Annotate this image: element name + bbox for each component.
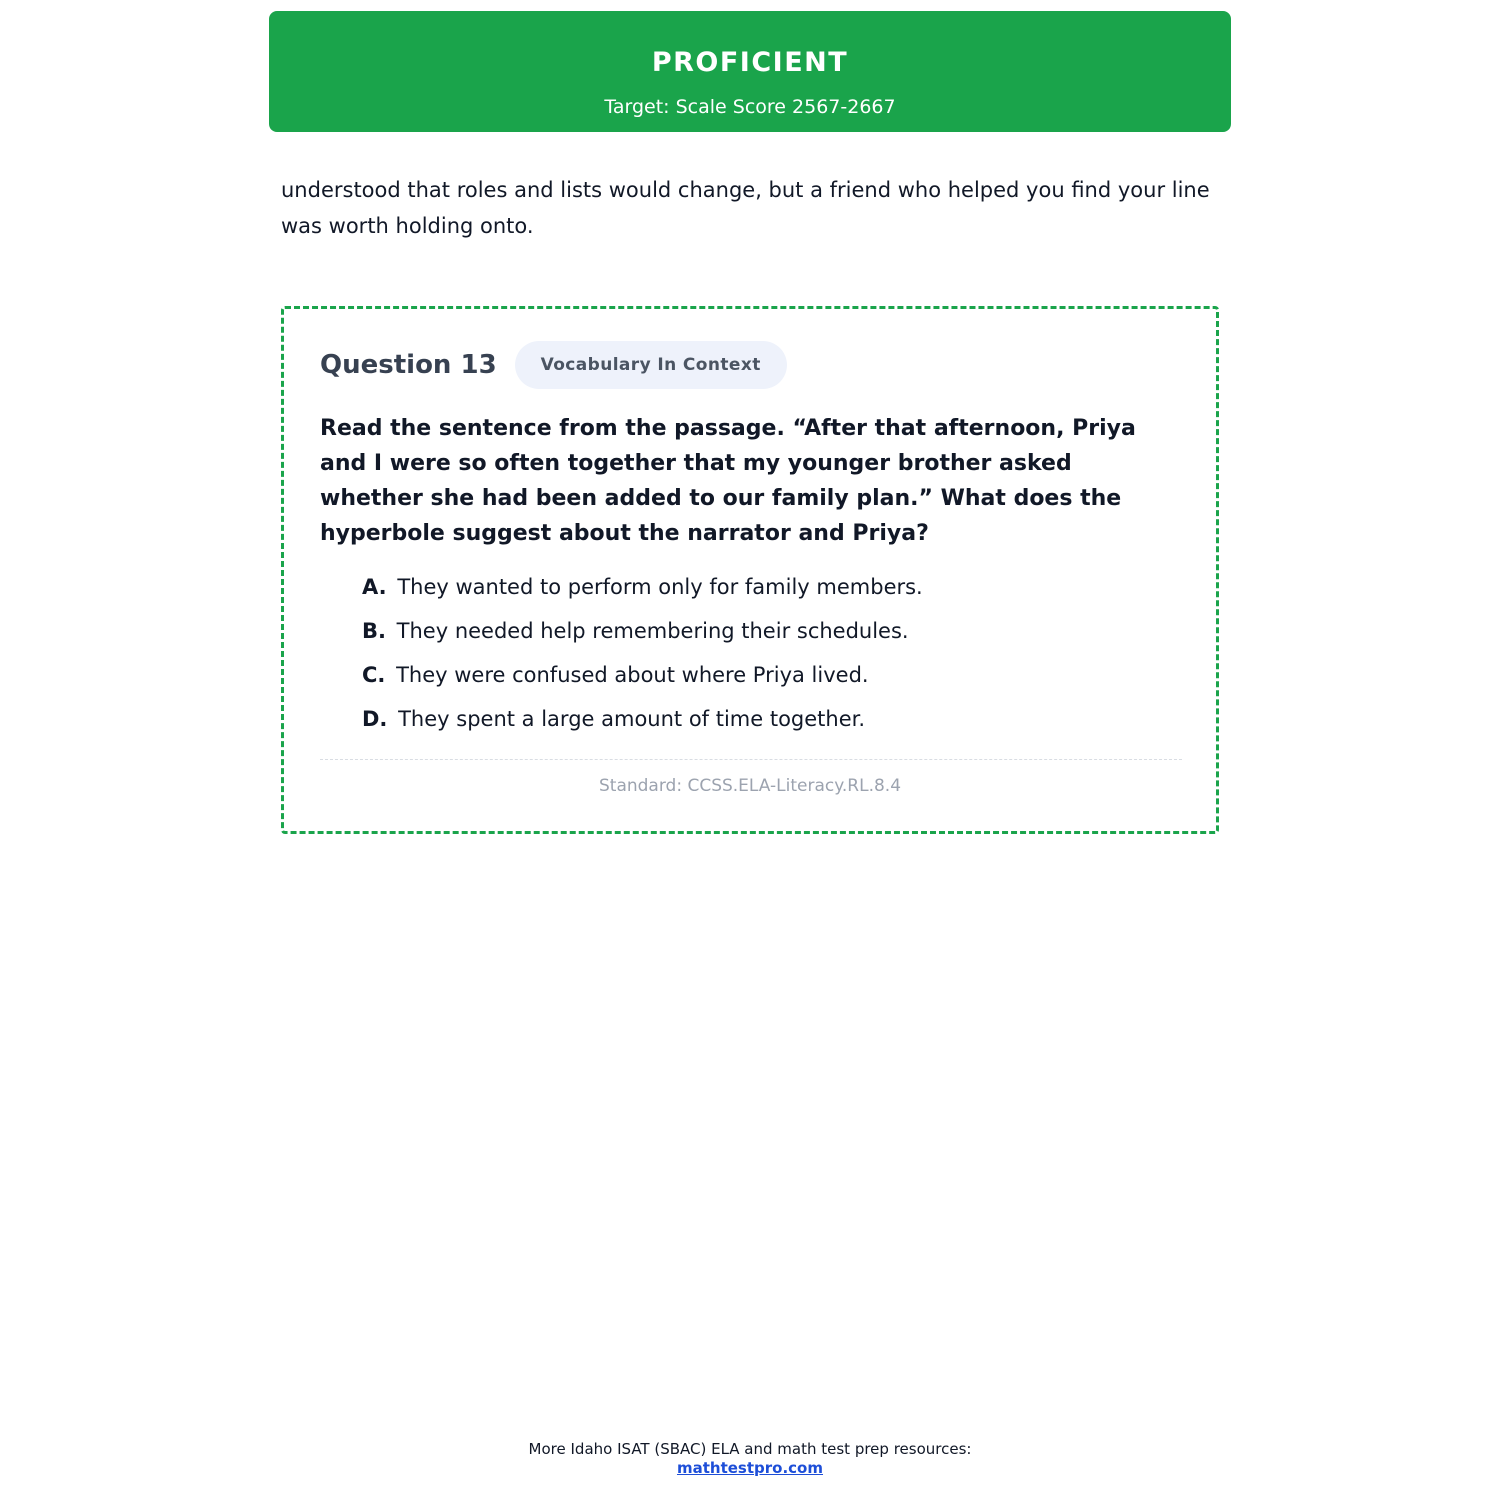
question-card (281, 306, 1219, 834)
option-text: They wanted to perform only for family members. (397, 575, 923, 599)
option-letter: A. (362, 575, 387, 599)
answer-option-c[interactable] (362, 653, 1182, 697)
option-text: They were confused about where Priya lived. (396, 663, 869, 687)
performance-level-title: PROFICIENT (651, 47, 849, 78)
standard-divider (320, 759, 1182, 760)
performance-level-banner (269, 11, 1231, 132)
target-score-range: Target: Scale Score 2567-2667 (604, 96, 896, 118)
answer-option-a[interactable] (362, 565, 1182, 609)
question-header (320, 341, 787, 389)
option-letter: C. (362, 663, 386, 687)
standard-label: Standard: CCSS.ELA-Literacy.RL.8.4 (598, 776, 902, 796)
answer-options (362, 565, 1182, 741)
question-number: Question 13 (320, 350, 497, 380)
option-letter: D. (362, 707, 388, 731)
answer-option-b[interactable] (362, 609, 1182, 653)
answer-option-d[interactable] (362, 697, 1182, 741)
footer-link[interactable]: mathtestpro.com (676, 1459, 823, 1477)
passage-excerpt: understood that roles and lists would change, but a friend who helped you find your line was worth holding onto. (281, 178, 1210, 238)
option-text: They spent a large amount of time together. (398, 707, 866, 731)
footer-text: More Idaho ISAT (SBAC) ELA and math test prep resources: (528, 1440, 972, 1458)
option-text: They needed help remembering their schedules. (396, 619, 909, 643)
option-letter: B. (362, 619, 386, 643)
footer (0, 1440, 1500, 1478)
question-category-badge: Vocabulary In Context (515, 341, 787, 389)
question-prompt: Read the sentence from the passage. “After that afternoon, Priya and I were so often together that my younger brother asked whether she had been added to our family plan.” What does the hyperbole suggest about the narrator and Priya? (320, 416, 1136, 546)
